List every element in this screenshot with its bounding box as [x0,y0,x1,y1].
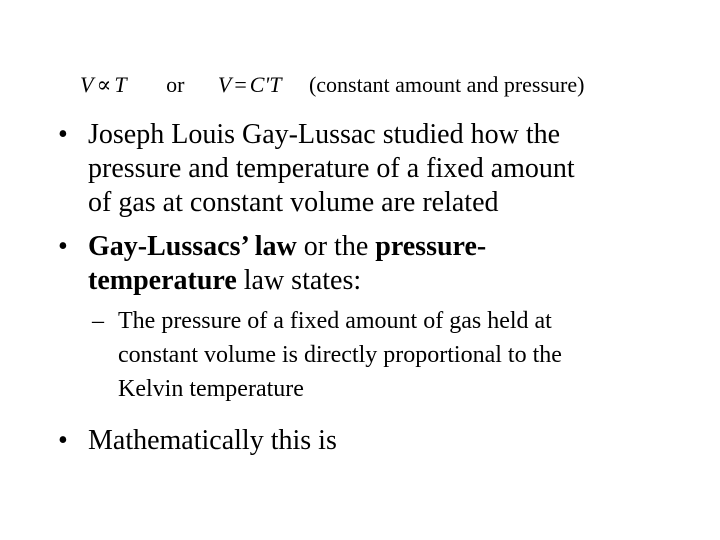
bullet-line [88,230,680,264]
law-states-text: law states: [236,265,362,296]
temperature-bold: temperature [88,265,237,296]
bullet-icon: • [58,231,68,262]
sub-bullet-law-statement [0,304,720,406]
bullet-gay-lussac-study [0,118,720,220]
bullet-mathematically [0,424,720,458]
dash-icon: – [92,308,104,334]
pressure-bold: pressure- [375,231,487,262]
formula-var-t: T [114,72,127,97]
formula-var-v: V [80,72,94,97]
bullet-line: Mathematically this is [88,425,337,456]
proportional-symbol: ∝ [96,72,112,97]
formula [80,72,584,98]
sub-bullet-line: The pressure of a fixed amount of gas held at [118,308,552,334]
law-name-bold: Gay-Lussacs’ law [88,231,297,262]
formula-var-v2: V [217,72,232,97]
formula-connector: or [166,72,185,97]
bullet-line: of gas at constant volume are related [88,187,499,218]
bullet-icon: • [58,425,68,456]
sub-bullet-line: constant volume is directly proportional to the [118,342,562,368]
formula-constant: C' [249,72,270,97]
formula-note: (constant amount and pressure) [308,72,585,97]
bullet-law-name [0,230,720,298]
sub-bullet-line: Kelvin temperature [118,376,304,402]
bullet-line [88,264,680,298]
law-connector-text: or the [296,231,376,262]
bullet-icon: • [58,119,68,150]
slide-content [0,118,720,458]
formula-var-t2: T [269,72,282,97]
equals-symbol: = [234,72,247,97]
bullet-line: Joseph Louis Gay-Lussac studied how the [88,119,561,150]
bullet-line: pressure and temperature of a fixed amount [88,153,575,184]
